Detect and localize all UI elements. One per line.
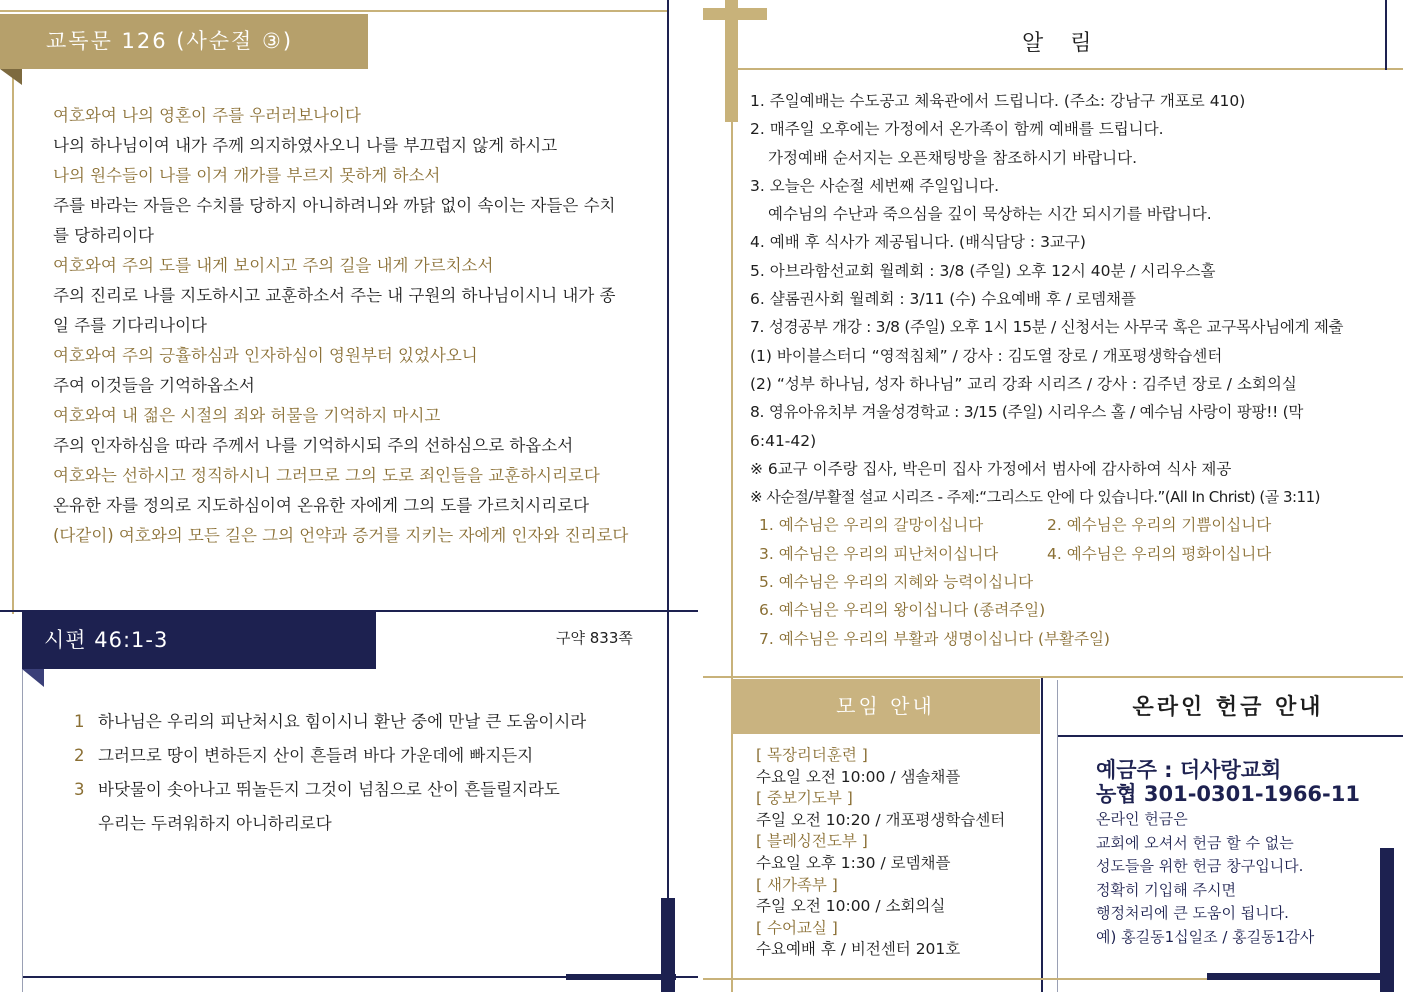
reading-line: 나의 원수들이 나를 이겨 개가를 부르지 못하게 하소서 [53,166,441,185]
reading-title-fold [0,69,22,85]
notices-title: 알 림 [1022,31,1102,56]
offering-title-underline [1058,735,1403,737]
reading-line: 를 당하리이다 [53,226,154,245]
notice-line: 예수님의 수난과 죽으심을 깊이 묵상하는 시간 되시기를 바랍니다. [768,205,1212,224]
offering-note: 행정처리에 큰 도움이 됩니다. [1096,904,1289,923]
left-gold-rule [12,14,14,614]
meeting-category: [ 새가족부 ] [756,875,838,894]
reading-line: 여호와여 나의 영혼이 주를 우러러보나이다 [53,106,361,125]
top-gold-rule-left [0,10,668,12]
notice-line: 6:41-42) [750,431,817,450]
offering-block [1096,758,1386,950]
notice-line: 1. 주일예배는 수도공고 체육관에서 드립니다. (주소: 강남구 개포로 410) [750,92,1246,110]
sermon-title: 4. 예수님은 우리의 평화이십니다 [1047,544,1272,563]
sermon-row [750,540,1380,568]
meetings-list [756,745,1036,961]
psalm-page-ref: 구약 833쪽 [556,629,633,647]
psalm-verses [74,705,654,841]
right-corner-bar-horizontal [1207,973,1394,980]
verse-text: 그러므로 땅이 변하든지 산이 흔들려 바다 가운데에 빠지든지 [98,746,534,765]
left-corner-bar-horizontal [566,974,676,980]
reading-title: 교독문 126 (사순절 ③) [0,14,368,69]
sermon-row [750,511,1380,539]
verse-text: 하나님은 우리의 피난처시요 힘이시니 환난 중에 만날 큰 도움이시라 [98,712,587,731]
psalm-verse [74,739,654,773]
left-panel-right-rule [667,0,669,992]
verse-text: 바닷물이 솟아나고 뛰놀든지 그것이 넘침으로 산이 흔들릴지라도 [98,780,560,799]
meeting-schedule: 수요예배 후 / 비전센터 201호 [756,940,961,959]
sermon-row: 6. 예수님은 우리의 왕이십니다 (종려주일) [759,601,1046,620]
right-top-rule [737,68,1403,70]
offering-title: 온라인 헌금 안내 [1132,695,1324,720]
psalm-title-fold [22,669,44,687]
reading-line: (다같이) 여호와의 모든 길은 그의 언약과 증거를 지키는 자에게 인자와 진리로다 [53,526,629,545]
notice-line: 7. 성경공부 개강 : 3/8 (주일) 오후 1시 15분 / 신청서는 사무국 혹은 교구목사님에게 제출 [750,318,1344,337]
reading-line: 온유한 자를 정의로 지도하심이여 온유한 자에게 그의 도를 가르치시리로다 [53,496,590,515]
psalm-title: 시편 46:1-3 [22,612,376,669]
verse-number: 1 [74,712,85,731]
offering-note: 온라인 헌금은 [1096,810,1188,828]
notice-line: ※ 사순절/부활절 설교 시리즈 - 주제:“그리스도 안에 다 있습니다.”(All In Christ) (골 3:11) [750,488,1320,507]
offering-note: 예) 홍길동1십일조 / 홍길동1감사 [1096,927,1315,946]
meeting-schedule: 주일 오전 10:20 / 개포평생학습센터 [756,810,1006,829]
meeting-category: [ 목장리더훈련 ] [756,746,868,764]
meeting-category: [ 블레싱전도부 ] [756,832,868,851]
notice-line: 6. 샬롬권사회 월례회 : 3/11 (수) 수요예배 후 / 로뎀채플 [750,290,1136,309]
psalm-verse [74,773,654,807]
psalm-verse [74,705,654,739]
reading-line: 여호와는 선하시고 정직하시니 그러므로 그의 도로 죄인들을 교훈하시리로다 [53,466,600,485]
meeting-schedule: 수요일 오후 1:30 / 로뎀채플 [756,853,951,872]
reading-body [53,101,653,551]
notices-list [750,87,1380,653]
meeting-category: [ 중보기도부 ] [756,789,853,808]
notice-line: 8. 영유아유치부 겨울성경학교 : 3/15 (주일) 시리우스 홀 / 예수님 사랑이 팡팡!! (막 [750,403,1304,422]
offering-note: 성도들을 위한 헌금 창구입니다. [1096,857,1304,876]
sermon-title: 3. 예수님은 우리의 피난처이십니다 [759,544,999,563]
bottom-gold-rule-right [703,978,1208,980]
offering-note: 교회에 오셔서 헌금 할 수 없는 [1096,833,1294,852]
verse-number: 3 [74,780,85,799]
sermon-row: 7. 예수님은 우리의 부활과 생명이십니다 (부활주일) [759,629,1110,648]
meeting-schedule: 수요일 오전 10:00 / 샘솔채플 [756,767,961,786]
reading-line: 주의 인자하심을 따라 주께서 나를 기억하시되 주의 선하심으로 하옵소서 [53,436,574,455]
sermon-row: 5. 예수님은 우리의 지혜와 능력이십니다 [759,573,1034,592]
notice-line: (1) 바이블스터디 “영적침체” / 강사 : 김도열 장로 / 개포평생학습센터 [750,346,1223,365]
right-cross-horizontal [703,8,767,20]
meetings-title: 모임 안내 [731,679,1040,734]
right-panel-left-rule [731,70,733,992]
meeting-schedule: 주일 오전 10:00 / 소회의실 [756,897,946,916]
right-top-right-rule [1385,0,1387,70]
psalm-verse [74,807,654,841]
sermon-title: 1. 예수님은 우리의 갈망이십니다 [759,516,984,535]
right-mid-divider [703,676,1403,678]
reading-line: 주의 진리로 나를 지도하시고 교훈하소서 주는 내 구원의 하나님이시니 내가 종 [53,286,616,305]
reading-line: 여호와여 내 젊은 시절의 죄와 허물을 기억하지 마시고 [53,406,441,425]
reading-line: 주를 바라는 자들은 수치를 당하지 아니하려니와 까닭 없이 속이는 자들은 수치 [53,196,616,215]
reading-line: 여호와여 주의 긍휼하심과 인자하심이 영원부터 있었사오니 [53,346,478,365]
notice-line: 가정예배 순서지는 오픈채팅방을 참조하시기 바랍니다. [768,148,1138,167]
offering-note: 정확히 기입해 주시면 [1096,880,1236,899]
reading-line: 일 주를 기다리나이다 [53,316,207,335]
offering-box-left-rule [1041,678,1043,992]
meeting-category: [ 수어교실 ] [756,918,838,937]
reading-line: 주여 이것들을 기억하옵소서 [53,376,255,395]
verse-text: 우리는 두려워하지 아니하리로다 [98,814,332,833]
offering-inner-left-rule [1057,680,1058,992]
account-number: 농협 301-0301-1966-11 [1096,782,1360,806]
account-holder: 예금주 : 더사랑교회 [1096,758,1282,782]
notice-line: 3. 오늘은 사순절 세번째 주일입니다. [750,176,1000,195]
reading-line: 여호와여 주의 도를 내게 보이시고 주의 길을 내게 가르치소서 [53,256,494,275]
reading-line: 나의 하나님이여 내가 주께 의지하였사오니 나를 부끄럽지 않게 하시고 [53,136,558,155]
notice-line: (2) “성부 하나님, 성자 하나님” 교리 강좌 시리즈 / 강사 : 김주년 장로 / 소회의실 [750,374,1297,393]
notice-line: 2. 매주일 오후에는 가정에서 온가족이 함께 예배를 드립니다. [750,120,1164,139]
verse-number: 2 [74,746,85,765]
notice-line: 4. 예배 후 식사가 제공됩니다. (배식담당 : 3교구) [750,233,1086,252]
notice-line: 5. 아브라함선교회 월례회 : 3/8 (주일) 오후 12시 40분 / 시리우스홀 [750,261,1216,280]
notice-line: ※ 6교구 이주랑 집사, 박은미 집사 가정에서 범사에 감사하여 식사 제공 [750,459,1232,478]
sermon-title: 2. 예수님은 우리의 기쁨이십니다 [1047,516,1272,535]
